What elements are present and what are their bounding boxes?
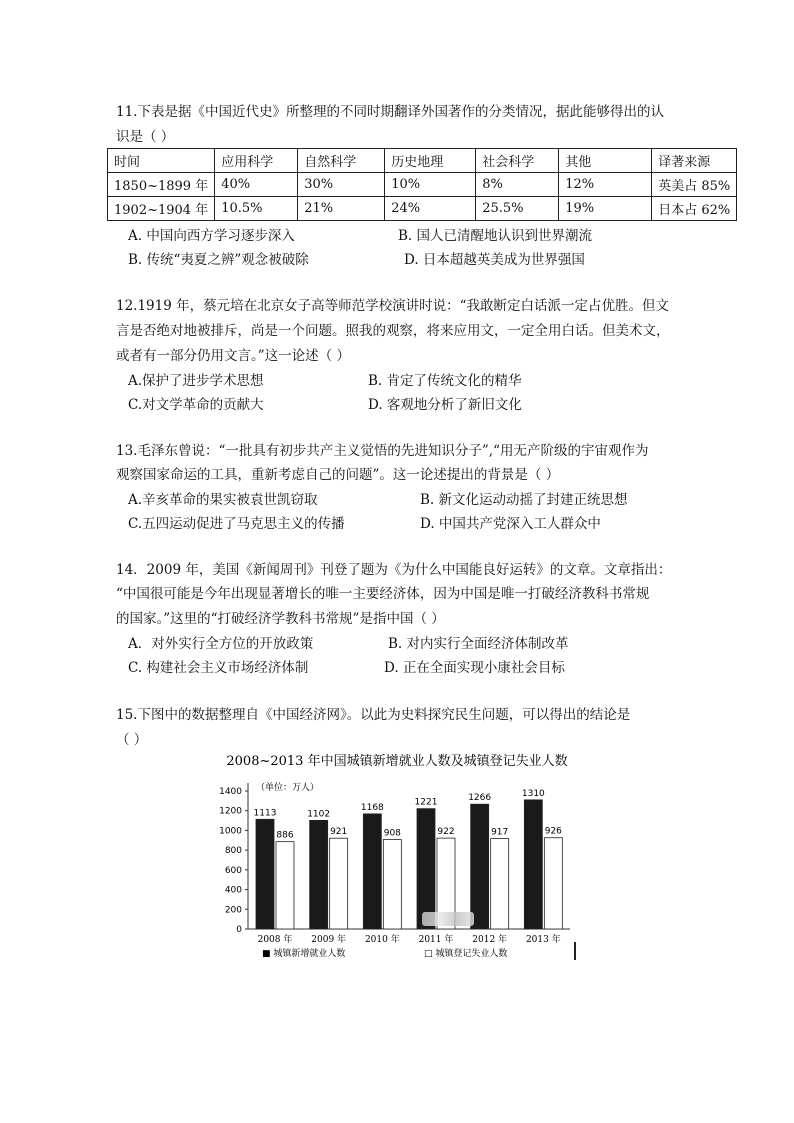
- table-cell: 19%: [559, 197, 652, 221]
- data-label: 908: [383, 828, 401, 839]
- data-label: 1102: [307, 809, 331, 820]
- q11-stem-line2: 识是（ ）: [116, 129, 175, 145]
- x-tick-label: 2009 年: [311, 935, 347, 945]
- q14-line1: 14．2009 年，美国《新闻周刊》刊登了题为《为什么中国能良好运转》的文章。文章指出：: [116, 562, 672, 578]
- q15-line1: 15.下图中的数据整理自《中国经济网》。以此为史料探究民生问题，可以得出的结论是: [116, 707, 631, 723]
- table-header-cell: 其他: [559, 149, 652, 173]
- chart-title: 2008~2013 年中国城镇新增就业人数及城镇登记失业人数: [226, 754, 568, 769]
- q12-option-b[interactable]: B. 肯定了传统文化的精华: [368, 373, 522, 389]
- y-tick-label: 200: [224, 905, 242, 916]
- x-tick-label: 2010 年: [364, 935, 400, 945]
- y-tick-label: 1000: [219, 826, 242, 837]
- q14-option-d[interactable]: D. 正在全面实现小康社会目标: [384, 660, 565, 676]
- legend-entry-new-employment: ■ 城镇新增就业人数: [262, 949, 346, 959]
- bar-unemployment: [276, 842, 294, 929]
- q12-line2: 言是否绝对地被排斥，尚是一个问题。照我的观察，将来应用文，一定全用白话。但美术文，: [116, 323, 670, 339]
- table-header-cell: 自然科学: [298, 149, 385, 173]
- y-tick-label: 1400: [219, 787, 242, 797]
- data-label: 1113: [253, 808, 277, 819]
- q11-option-c[interactable]: B. 传统“夷夏之辨”观念被破除: [128, 252, 309, 268]
- table-cell: 25.5%: [476, 197, 559, 221]
- chart-unit-label: （单位：万人）: [256, 783, 320, 793]
- q12-line1: 12.1919 年，蔡元培在北京女子高等师范学校演讲时说：“我敢断定白话派一定占优胜。但文: [116, 298, 670, 314]
- q14-option-b[interactable]: B. 对内实行全面经济体制改革: [388, 636, 569, 652]
- q14-line3: 的国家。”这里的“打破经济学教科书常规”是指中国（ ）: [116, 611, 445, 627]
- table-cell: 40%: [215, 173, 298, 197]
- data-label: 926: [544, 826, 562, 837]
- x-tick-label: 2011 年: [418, 935, 454, 945]
- data-label: 921: [330, 827, 348, 838]
- blur-smudge: [422, 912, 474, 926]
- y-tick-label: 600: [224, 865, 242, 876]
- y-tick-label: 1200: [219, 806, 242, 817]
- table-header-cell: 社会科学: [476, 149, 559, 173]
- q12-line3: 或者有一部分仍用文言。”这一论述（ ）: [116, 348, 350, 364]
- table-header-cell: 译著来源: [652, 149, 737, 173]
- data-label: 1310: [521, 788, 545, 799]
- bar-new-employment: [471, 804, 489, 929]
- bar-new-employment: [417, 809, 435, 929]
- y-tick-label: 0: [236, 925, 242, 935]
- bar-unemployment: [383, 839, 401, 929]
- bar-new-employment: [363, 814, 381, 929]
- q12-option-c[interactable]: C.对文学革命的贡献大: [128, 397, 264, 413]
- table-cell: 1850~1899 年: [108, 173, 215, 197]
- x-tick-label: 2008 年: [257, 935, 293, 945]
- table-cell: 1902~1904 年: [108, 197, 215, 221]
- table-header-cell: 历史地理: [385, 149, 476, 173]
- q11-option-a[interactable]: A. 中国向西方学习逐步深入: [128, 228, 295, 244]
- y-tick-label: 800: [224, 846, 242, 857]
- table-header-cell: 应用科学: [215, 149, 298, 173]
- q14-option-a[interactable]: A．对外实行全方位的开放政策: [128, 636, 314, 652]
- bar-unemployment: [491, 839, 509, 929]
- y-tick-label: 400: [224, 885, 242, 896]
- q13-option-a[interactable]: A.辛亥革命的果实被袁世凯窃取: [128, 492, 318, 508]
- q13-line2: 观察国家命运的工具，重新考虑自己的问题”。这一论述提出的背景是（ ）: [116, 467, 560, 483]
- q13-option-b[interactable]: B. 新文化运动动摇了封建正统思想: [420, 492, 628, 508]
- table-cell: 30%: [298, 173, 385, 197]
- table-cell: 12%: [559, 173, 652, 197]
- q13-line1: 13.毛泽东曾说：“一批具有初步共产主义觉悟的先进知识分子”,“用无产阶级的宇宙观作为: [116, 443, 649, 459]
- q14-option-c[interactable]: C. 构建社会主义市场经济体制: [128, 660, 309, 676]
- x-tick-label: 2013 年: [525, 935, 561, 945]
- q11-option-d[interactable]: D. 日本超越英美成为世界强国: [404, 252, 585, 268]
- q12-option-d[interactable]: D. 客观地分析了新旧文化: [368, 397, 522, 413]
- data-label: 917: [491, 827, 509, 838]
- data-label: 1266: [468, 793, 492, 804]
- table-cell: 10.5%: [215, 197, 298, 221]
- table-cell: 8%: [476, 173, 559, 197]
- q13-option-c[interactable]: C.五四运动促进了马克思主义的传播: [128, 516, 345, 532]
- bar-new-employment: [256, 819, 274, 929]
- q11-stem-line1: 11.下表是据《中国近代史》所整理的不同时期翻译外国著作的分类情况，据此能够得出的认: [116, 104, 664, 120]
- data-label: 1168: [360, 802, 384, 813]
- q12-option-a[interactable]: A.保护了进步学术思想: [128, 373, 264, 389]
- data-label: 922: [437, 827, 455, 838]
- q15-line2: （ ）: [116, 732, 148, 748]
- q13-option-d[interactable]: D. 中国共产党深入工人群众中: [420, 516, 601, 532]
- table-cell: 21%: [298, 197, 385, 221]
- bar-unemployment: [544, 838, 562, 929]
- bar-unemployment: [330, 838, 348, 929]
- data-label: 1221: [414, 797, 438, 808]
- data-label: 886: [276, 830, 294, 841]
- table-header-cell: 时间: [108, 149, 215, 173]
- table-cell: 英美占 85%: [652, 173, 737, 197]
- table-cell: 日本占 62%: [652, 197, 737, 221]
- x-tick-label: 2012 年: [472, 935, 508, 945]
- cursor-mark: [574, 942, 576, 960]
- table-cell: 10%: [385, 173, 476, 197]
- table-cell: 24%: [385, 197, 476, 221]
- q14-line2: “中国很可能是今年出现显著增长的唯一主要经济体，因为中国是唯一打破经济教科书常规: [116, 586, 650, 602]
- bar-new-employment: [524, 800, 542, 929]
- q11-option-b[interactable]: B. 国人已清醒地认识到世界潮流: [398, 228, 593, 244]
- bar-new-employment: [310, 820, 328, 929]
- legend-entry-unemployment: □ 城镇登记失业人数: [424, 949, 508, 959]
